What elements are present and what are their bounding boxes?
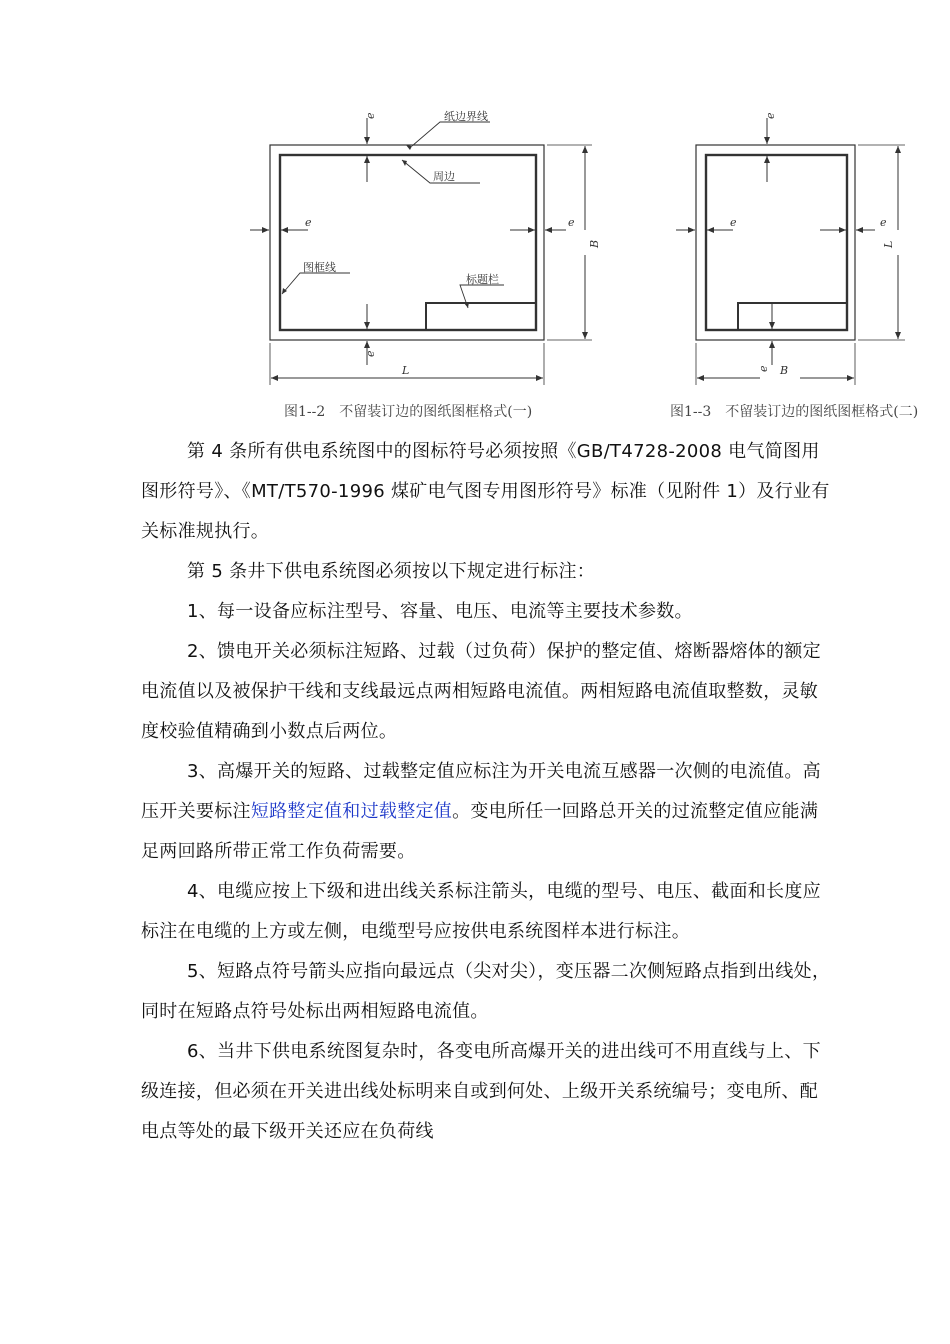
dim-L: L [402, 364, 410, 377]
dim-B: B [588, 239, 601, 248]
dim-e-top: e [364, 112, 377, 119]
item-4: 4、电缆应按上下级和进出线关系标注箭头，电缆的型号、电压、截面和长度应标注在电缆的上方或左侧，电缆型号应按供电系统图样本进行标注。 [141, 881, 821, 942]
article-5: 第 5 条井下供电系统图必须按以下规定进行标注： [187, 561, 596, 582]
item-2: 2、馈电开关必须标注短路、过载（过负荷）保护的整定值、熔断器熔体的额定电流值以及被保护干线和支线最远点两相短路电流值。两相短路电流值取整数，灵敏度校验值精确到小数点后两位。 [141, 641, 821, 742]
paper-edge-rect [270, 145, 544, 340]
dim-e-right: e [568, 216, 575, 229]
label-paper-edge: 纸边界线 [444, 110, 488, 123]
item-3-text-b: 。变电所任一回路总开关的过流整定值应能满足两回路所带正常工作负荷需要。 [141, 801, 819, 862]
item-5: 5、短路点符号箭头应指向最远点（尖对尖），变压器二次侧短路点指到出线处，同时在短路点符号处标出两相短路电流值。 [141, 961, 831, 1022]
frame-format-diagrams [0, 0, 950, 430]
title-block-rect-2 [738, 303, 847, 330]
item-6: 6、当井下供电系统图复杂时，各变电所高爆开关的进出线可不用直线与上、下级连接，但必须在开关进出线处标明来自或到何处、上级开关系统编号；变电所、配电点等处的最下级开关还应在负荷线 [141, 1041, 821, 1142]
dim-e-left-2: e [730, 216, 737, 229]
dim-B-2: B [780, 364, 789, 377]
item-3-text-a: 3、高爆开关的短路、过载整定值应标注为开关电流互感器一次侧的电流值。高压开关要标注 [141, 761, 821, 822]
dim-e-bottom-2: e [757, 365, 770, 372]
document-body [141, 432, 831, 1152]
dim-e-right-2: e [880, 216, 887, 229]
figure-1-caption: 图1--2 不留装订边的图纸图框格式(一) [284, 404, 533, 420]
figure-2 [676, 118, 905, 385]
label-frame-line: 图框线 [303, 261, 336, 274]
figure-1 [250, 118, 592, 385]
dim-e-top-2: e [764, 112, 777, 119]
label-margin: 周边 [433, 170, 455, 183]
item-3 [141, 752, 831, 872]
title-block-rect [426, 303, 536, 330]
dim-e-bottom: e [364, 350, 377, 357]
figure-area [0, 0, 950, 430]
label-title-block: 标题栏 [466, 273, 499, 286]
article-4: 第 4 条所有供电系统图中的图标符号必须按照《GB/T4728-2008 电气简图用图形符号》、《MT/T570-1996 煤矿电气图专用图形符号》标准（见附件 1）及行业有关标准规执行。 [141, 441, 830, 542]
figure-2-caption: 图1--3 不留装订边的图纸图框格式(二) [670, 404, 919, 420]
item-1: 1、每一设备应标注型号、容量、电压、电流等主要技术参数。 [187, 601, 693, 622]
dim-e-left: e [305, 216, 312, 229]
paper-edge-rect-2 [696, 145, 855, 340]
item-3-highlight: 短路整定值和过载整定值 [250, 801, 453, 822]
dim-L-2: L [882, 240, 895, 248]
